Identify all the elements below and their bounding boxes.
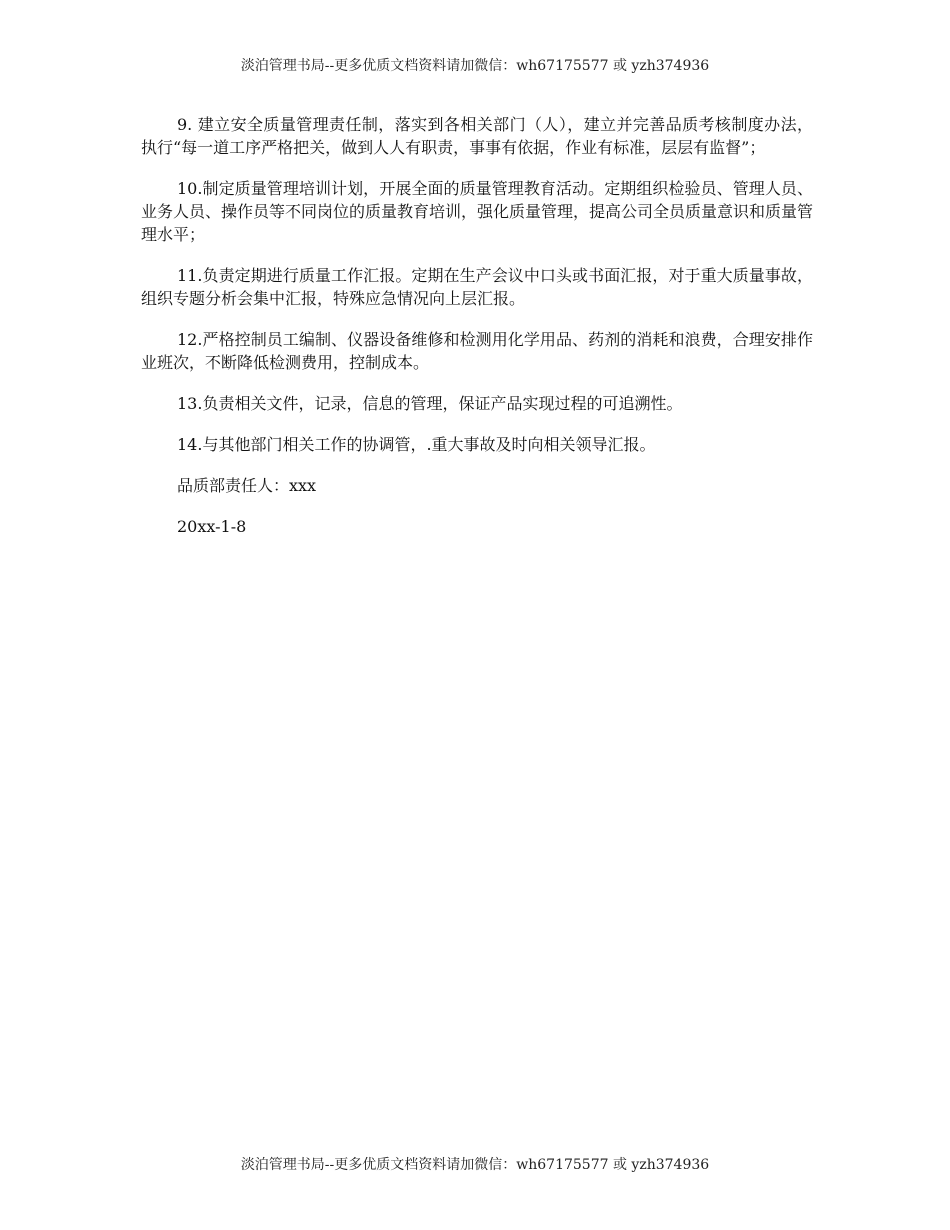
paragraph-item-12: 12.严格控制员工编制、仪器设备维修和检测用化学用品、药剂的消耗和浪费，合理安排作业班次，不断降低检测费用，控制成本。 xyxy=(141,330,813,372)
document-date: 20xx-1-8 xyxy=(177,517,247,536)
paragraph-item-10: 10.制定质量管理培训计划，开展全面的质量管理教育活动。定期组织检验员、管理人员、业务人员、操作员等不同岗位的质量教育培训，强化质量管理，提高公司全员质量意识和质量管理水平； xyxy=(141,179,814,244)
page-footer: 淡泊管理书局--更多优质文档资料请加微信：wh67175577 或 yzh374936 xyxy=(240,1157,710,1173)
paragraph-item-14: 14.与其他部门相关工作的协调管，.重大事故及时向相关领导汇报。 xyxy=(177,435,656,454)
paragraph-item-13: 13.负责相关文件，记录，信息的管理，保证产品实现过程的可追溯性。 xyxy=(177,394,683,413)
document-body xyxy=(141,113,813,556)
responsible-person: 品质部责任人：xxx xyxy=(177,476,317,495)
paragraph-item-9: 9. 建立安全质量管理责任制，落实到各相关部门（人），建立并完善品质考核制度办法，执行“每一道工序严格把关，做到人人有职责，事事有依据，作业有标准，层层有监督”； xyxy=(141,115,813,157)
paragraph-item-11: 11.负责定期进行质量工作汇报。定期在生产会议中口头或书面汇报，对于重大质量事故，组织专题分析会集中汇报，特殊应急情况向上层汇报。 xyxy=(141,266,813,308)
page-header: 淡泊管理书局--更多优质文档资料请加微信：wh67175577 或 yzh374936 xyxy=(240,58,710,74)
